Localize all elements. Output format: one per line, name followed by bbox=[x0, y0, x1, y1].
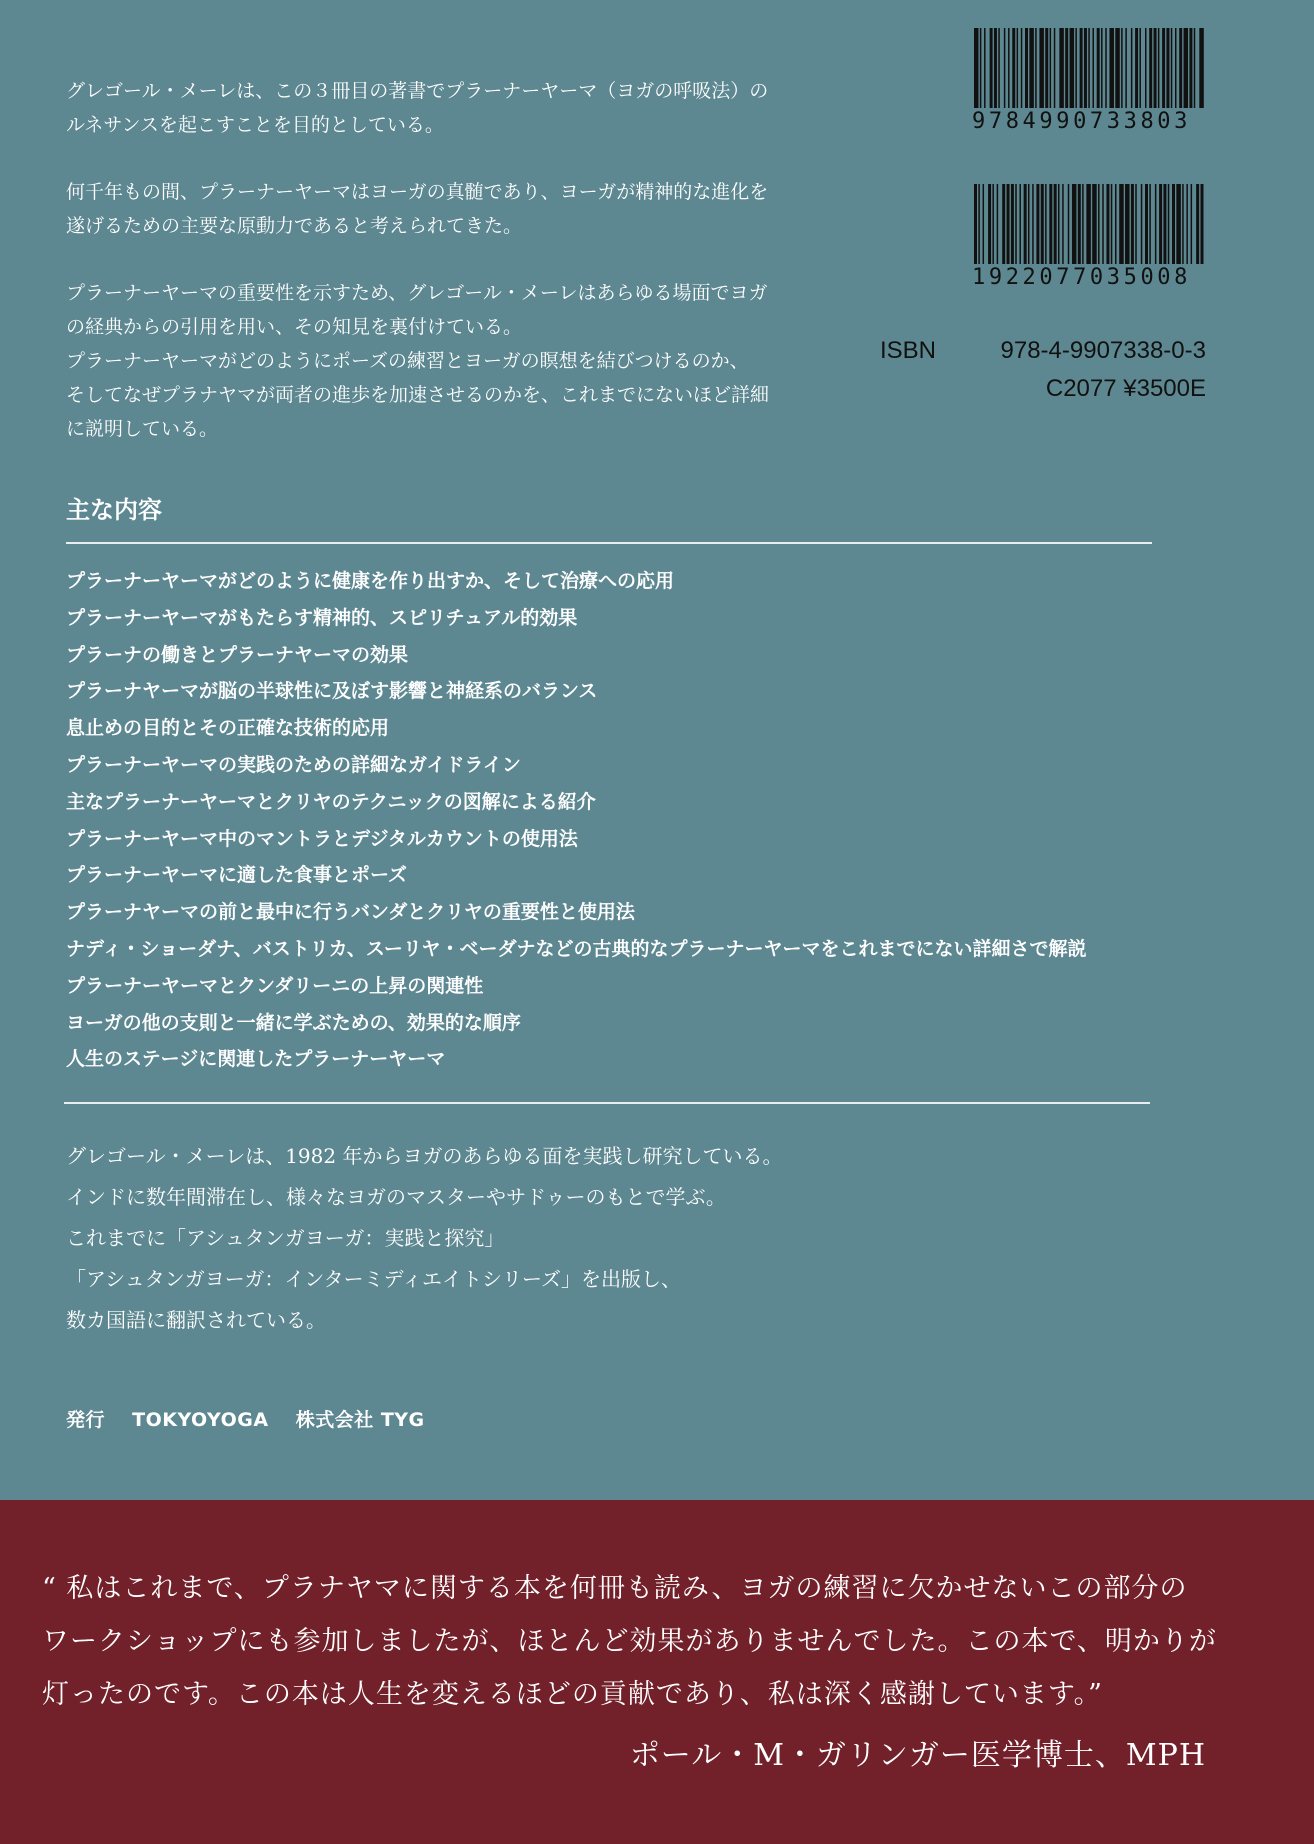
barcode-bar bbox=[1166, 28, 1169, 108]
list-item: ナディ・ショーダナ、バストリカ、スーリヤ・ベーダナなどの古典的なプラーナーヤーマをこれまでにない詳細さで解説 bbox=[66, 937, 1087, 960]
barcode-bar bbox=[1145, 28, 1147, 108]
list-item: 人生のステージに関連したプラーナーヤーマ bbox=[66, 1048, 446, 1071]
barcode-bar bbox=[1186, 184, 1188, 264]
barcode-bar bbox=[980, 28, 982, 108]
price-classification: C2077 ¥3500E bbox=[1045, 375, 1206, 402]
list-item: プラーナヤーマが脳の半球性に及ぼす影響と神経系のバランス bbox=[66, 680, 598, 703]
testimonial-quote bbox=[42, 1562, 1282, 1721]
description-paragraph-2 bbox=[66, 175, 846, 243]
price-barcode bbox=[972, 184, 1206, 290]
barcode-bar bbox=[974, 184, 977, 264]
isbn-block bbox=[880, 332, 1206, 408]
text-line: 遂げるための主要な原動力であると考えられてきた。 bbox=[66, 215, 523, 237]
list-item: ヨーガの他の支則と一緒に学ぶための、効果的な順序 bbox=[66, 1011, 521, 1034]
publisher-company: 株式会社 TYG bbox=[295, 1409, 425, 1431]
list-item: プラーナヤーマの前と最中に行うバンダとクリヤの重要性と使用法 bbox=[66, 901, 635, 924]
divider bbox=[66, 542, 1152, 544]
isbn-label: ISBN bbox=[880, 337, 937, 364]
barcode-bar bbox=[1093, 28, 1095, 108]
barcode-bar bbox=[1050, 28, 1052, 108]
barcode-bar bbox=[1058, 184, 1060, 264]
barcode-bar bbox=[1119, 184, 1124, 264]
barcode-bar bbox=[1131, 184, 1134, 264]
barcode-bar bbox=[1029, 28, 1034, 108]
barcode-bar bbox=[1092, 184, 1097, 264]
testimonial-attribution: ポール・M・ガリンガー医学博士、MPH bbox=[629, 1738, 1206, 1773]
barcode-bar bbox=[1131, 28, 1133, 108]
barcode-bar bbox=[1054, 184, 1057, 264]
list-item: 主なプラーナーヤーマとクリヤのテクニックの図解による紹介 bbox=[66, 790, 596, 813]
text-line: そしてなぜプラナヤマが両者の進歩を加速させるのかを、これまでにないほど詳細 bbox=[66, 384, 770, 406]
barcode-bar bbox=[1098, 184, 1100, 264]
barcode-bar bbox=[984, 28, 986, 108]
list-item: プラーナーヤーマに適した食事とポーズ bbox=[66, 864, 408, 887]
barcode-bar bbox=[1054, 28, 1056, 108]
barcode-bar bbox=[1125, 184, 1130, 264]
barcode-bar bbox=[1008, 28, 1010, 108]
barcode-bar bbox=[1172, 184, 1175, 264]
barcode-bar bbox=[998, 28, 1000, 108]
barcode-bars bbox=[972, 28, 1206, 108]
text-line: ルネサンスを起こすことを目的としている。 bbox=[66, 114, 444, 136]
barcode-bar bbox=[1158, 28, 1160, 108]
list-item: 息止めの目的とその正確な技術的応用 bbox=[66, 717, 390, 740]
list-item: プラーナの働きとプラーナヤーマの効果 bbox=[66, 643, 409, 666]
barcode-bar bbox=[1062, 184, 1064, 264]
barcode-bar bbox=[994, 28, 997, 108]
barcode-bar bbox=[1196, 184, 1199, 264]
barcode-bar bbox=[1075, 28, 1077, 108]
barcode-bar bbox=[1082, 184, 1084, 264]
barcode-bar bbox=[1036, 184, 1039, 264]
barcode-bar bbox=[1097, 28, 1100, 108]
barcode-bar bbox=[1115, 28, 1120, 108]
barcode-bar bbox=[1012, 28, 1015, 108]
barcode-bar bbox=[1154, 28, 1157, 108]
barcode-bar bbox=[1149, 28, 1152, 108]
text-line: プラーナーヤーマの重要性を示すため、グレゴール・メーレはあらゆる場面でヨガ bbox=[66, 282, 768, 304]
barcode-bar bbox=[992, 184, 994, 264]
barcode-bar bbox=[1179, 28, 1182, 108]
text-line: ワークショップにも参加しましたが、ほとんど効果がありませんでした。この本で、明かりが bbox=[42, 1626, 1217, 1657]
barcode-bar bbox=[1159, 184, 1162, 264]
barcode-bar bbox=[1149, 184, 1151, 264]
barcode-bar bbox=[1189, 28, 1192, 108]
barcode-bar bbox=[1011, 184, 1014, 264]
contents-list bbox=[66, 563, 1087, 1078]
barcode-bar bbox=[1024, 184, 1027, 264]
list-item: プラーナーヤーマの実践のための詳細なガイドライン bbox=[66, 753, 521, 776]
text-line: インドに数年間滞在し、様々なヨガのマスターやサドゥーのもとで学ぶ。 bbox=[66, 1185, 726, 1209]
barcode-bar bbox=[1176, 184, 1181, 264]
barcode-bar bbox=[1201, 184, 1204, 264]
barcode-bar bbox=[1017, 28, 1019, 108]
barcode-bar bbox=[1068, 184, 1070, 264]
barcode-bar bbox=[978, 184, 980, 264]
barcode-bar bbox=[1065, 28, 1068, 108]
isbn-code: 978-4-9907338-0-3 bbox=[1000, 337, 1206, 364]
barcode-bar bbox=[1088, 28, 1090, 108]
barcode-bar bbox=[1102, 184, 1104, 264]
barcode-bar bbox=[1163, 184, 1166, 264]
barcode-bar bbox=[1175, 28, 1177, 108]
barcode-bar bbox=[1072, 184, 1077, 264]
list-item: プラーナーヤーマがもたらす精神的、スピリチュアル的効果 bbox=[66, 606, 578, 629]
barcode-bar bbox=[1115, 184, 1117, 264]
barcode-bar bbox=[1015, 184, 1017, 264]
barcode-bar bbox=[1101, 28, 1103, 108]
barcode-bar bbox=[1139, 28, 1141, 108]
barcode-bar bbox=[1049, 184, 1052, 264]
barcode-bar bbox=[1032, 184, 1034, 264]
barcode-number: 9784990733803 bbox=[972, 109, 1191, 134]
barcode-bar bbox=[1080, 28, 1083, 108]
barcode-bar bbox=[997, 184, 999, 264]
barcode-bar bbox=[1002, 184, 1005, 264]
text-line: これまでに「アシュタンガヨーガ：実践と探究」 bbox=[66, 1226, 505, 1250]
book-description bbox=[66, 74, 846, 446]
barcode-bar bbox=[1109, 28, 1114, 108]
barcode-bar bbox=[990, 28, 993, 108]
barcode-bar bbox=[1086, 184, 1091, 264]
barcode-bar bbox=[1019, 184, 1021, 264]
author-bio bbox=[66, 1136, 966, 1341]
description-paragraph-1 bbox=[66, 74, 846, 142]
contents-heading: 主な内容 bbox=[66, 496, 162, 524]
barcode-bar bbox=[1141, 184, 1143, 264]
text-line: の経典からの引用を用い、その知見を裏付けている。 bbox=[66, 316, 523, 338]
publisher-brand: TOKYOYOGA bbox=[132, 1409, 269, 1431]
barcode-bar bbox=[1155, 184, 1157, 264]
barcode-bar bbox=[1125, 28, 1127, 108]
isbn-barcode bbox=[972, 28, 1206, 134]
barcode-number: 1922077035008 bbox=[972, 265, 1191, 290]
barcode-bar bbox=[1045, 28, 1048, 108]
barcode-bar bbox=[1021, 28, 1023, 108]
list-item: プラーナーヤーマとクンダリーニの上昇の関連性 bbox=[66, 974, 484, 997]
divider bbox=[64, 1102, 1150, 1104]
text-line: 数カ国語に翻訳されている。 bbox=[66, 1308, 326, 1332]
barcode-bar bbox=[1028, 184, 1030, 264]
barcode-bar bbox=[1070, 28, 1075, 108]
barcode-bar bbox=[1171, 28, 1173, 108]
barcode-bar bbox=[1182, 184, 1184, 264]
barcode-bar bbox=[1078, 184, 1081, 264]
barcode-bar bbox=[1084, 28, 1087, 108]
barcode-bar bbox=[1162, 28, 1165, 108]
barcode-bar bbox=[988, 184, 991, 264]
text-line: プラーナーヤーマがどのようにポーズの練習とヨーガの瞑想を結びつけるのか、 bbox=[66, 350, 749, 372]
text-line: “ 私はこれまで、プラナヤマに関する本を何冊も読み、ヨガの練習に欠かせないこの部分の bbox=[42, 1573, 1188, 1604]
publisher-label: 発行 bbox=[66, 1409, 106, 1431]
description-paragraph-3 bbox=[66, 276, 846, 446]
barcode-bar bbox=[1168, 184, 1170, 264]
text-line: グレゴール・メーレは、この３冊目の著書でプラーナーヤーマ（ヨガの呼吸法）の bbox=[66, 80, 769, 102]
barcode-bar bbox=[1035, 28, 1037, 108]
barcode-bar bbox=[1184, 28, 1189, 108]
barcode-bar bbox=[974, 28, 979, 108]
barcode-bar bbox=[1121, 28, 1123, 108]
barcode-bar bbox=[1041, 184, 1044, 264]
text-line: に説明している。 bbox=[66, 418, 219, 440]
barcode-bar bbox=[1004, 28, 1006, 108]
barcode-bar bbox=[1135, 184, 1137, 264]
barcode-bar bbox=[1145, 184, 1148, 264]
barcode-bar bbox=[1199, 28, 1204, 108]
barcode-bar bbox=[1039, 28, 1044, 108]
barcode-bar bbox=[983, 184, 985, 264]
barcode-bar bbox=[1045, 184, 1047, 264]
barcode-bar bbox=[1025, 28, 1028, 108]
text-line: 何千年もの間、プラーナーヤーマはヨーガの真髄であり、ヨーガが精神的な進化を bbox=[66, 181, 769, 203]
text-line: 「アシュタンガヨーガ：インターミディエイトシリーズ」を出版し、 bbox=[66, 1267, 681, 1291]
barcode-bar bbox=[1194, 28, 1196, 108]
text-line: 灯ったのです。この本は人生を変えるほどの貢献であり、私は深く感謝しています。” bbox=[42, 1679, 1103, 1710]
list-item: プラーナーヤーマがどのように健康を作り出すか、そして治療への応用 bbox=[66, 570, 675, 592]
barcode-bar bbox=[1135, 28, 1138, 108]
barcode-bar bbox=[1059, 28, 1064, 108]
barcode-bars bbox=[972, 184, 1206, 264]
barcode-bar bbox=[1105, 28, 1107, 108]
publisher-line bbox=[66, 1405, 445, 1432]
barcode-bar bbox=[1111, 184, 1113, 264]
barcode-bar bbox=[1106, 184, 1109, 264]
barcode-bar bbox=[1191, 184, 1193, 264]
list-item: プラーナーヤーマ中のマントラとデジタルカウントの使用法 bbox=[66, 827, 578, 850]
barcode-bar bbox=[1007, 184, 1010, 264]
text-line: グレゴール・メーレは、1982 年からヨガのあらゆる面を実践し研究している。 bbox=[66, 1144, 783, 1168]
